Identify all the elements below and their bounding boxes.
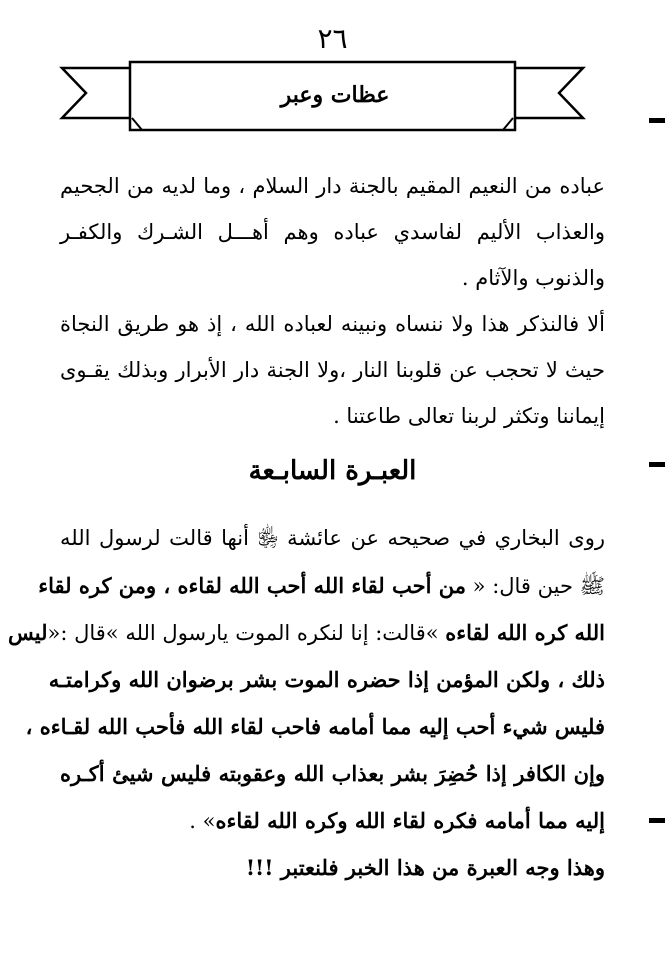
intro-paragraph [60, 163, 605, 439]
banner-title: عظات وعبر [280, 82, 390, 108]
text-line: والعذاب الأليم لفاسدي عباده وهم أهـــل الشـرك والكفـر [60, 220, 605, 244]
text-fragment: ﷺ حين قال: « [466, 574, 605, 598]
edge-mark [649, 118, 665, 123]
text-line [60, 797, 605, 844]
text-line [38, 562, 605, 609]
edge-mark [649, 462, 665, 467]
text-line: فليس شيء أحب إليه مما أمامه فاحب لقاء الله فأحب الله لقـاءه ، [25, 714, 605, 739]
edge-mark [649, 818, 665, 823]
text-line: ذلك ، ولكن المؤمن إذا حضره الموت بشر برضوان الله وكرامتـه [48, 667, 605, 692]
text-line: والذنوب والآثام . [461, 266, 605, 290]
section-heading: العبـرة السابـعة [248, 456, 417, 486]
text-line: وإن الكافر إذا حُضِرَ بشر بعذاب الله وعقوبته فليس شيئ أكـره [60, 761, 605, 786]
text-line: روى البخاري في صحيحه عن عائشة ﵂ أنها قالت لرسول الله [60, 526, 605, 550]
text-line [7, 609, 605, 656]
text-line: إيماننا وتكثر لربنا تعالى طاعتنا . [333, 404, 605, 428]
hadith-quote: ليس [7, 620, 48, 645]
text-fragment: »قالت: إنا لنكره الموت يارسول الله »قال :« [47, 621, 446, 645]
hadith-quote: من أحب لقاء الله أحب الله لقاءه ، ومن كره لقاء [38, 573, 466, 598]
text-fragment: » . [189, 809, 216, 833]
text-line: عباده من النعيم المقيم بالجنة دار السلام ، وما لديه من الجحيم [60, 174, 605, 198]
hadith-quote: إليه مما أمامه فكره لقاء الله وكره الله لقاءه [215, 808, 605, 833]
hadith-paragraph [7, 515, 605, 891]
page-number: ٢٦ [317, 22, 348, 55]
hadith-quote: الله كره الله لقاءه [445, 620, 605, 645]
text-line: ألا فالنذكر هذا ولا ننساه ونبينه لعباده الله ، إذ هو طريق النجاة [60, 312, 605, 336]
text-line: حيث لا تحجب عن قلوبنا النار ،ولا الجنة دار الأبرار وبذلك يقـوى [60, 358, 605, 382]
closing-line: وهذا وجه العبرة من هذا الخبر فلنعتبر !!! [245, 855, 605, 880]
